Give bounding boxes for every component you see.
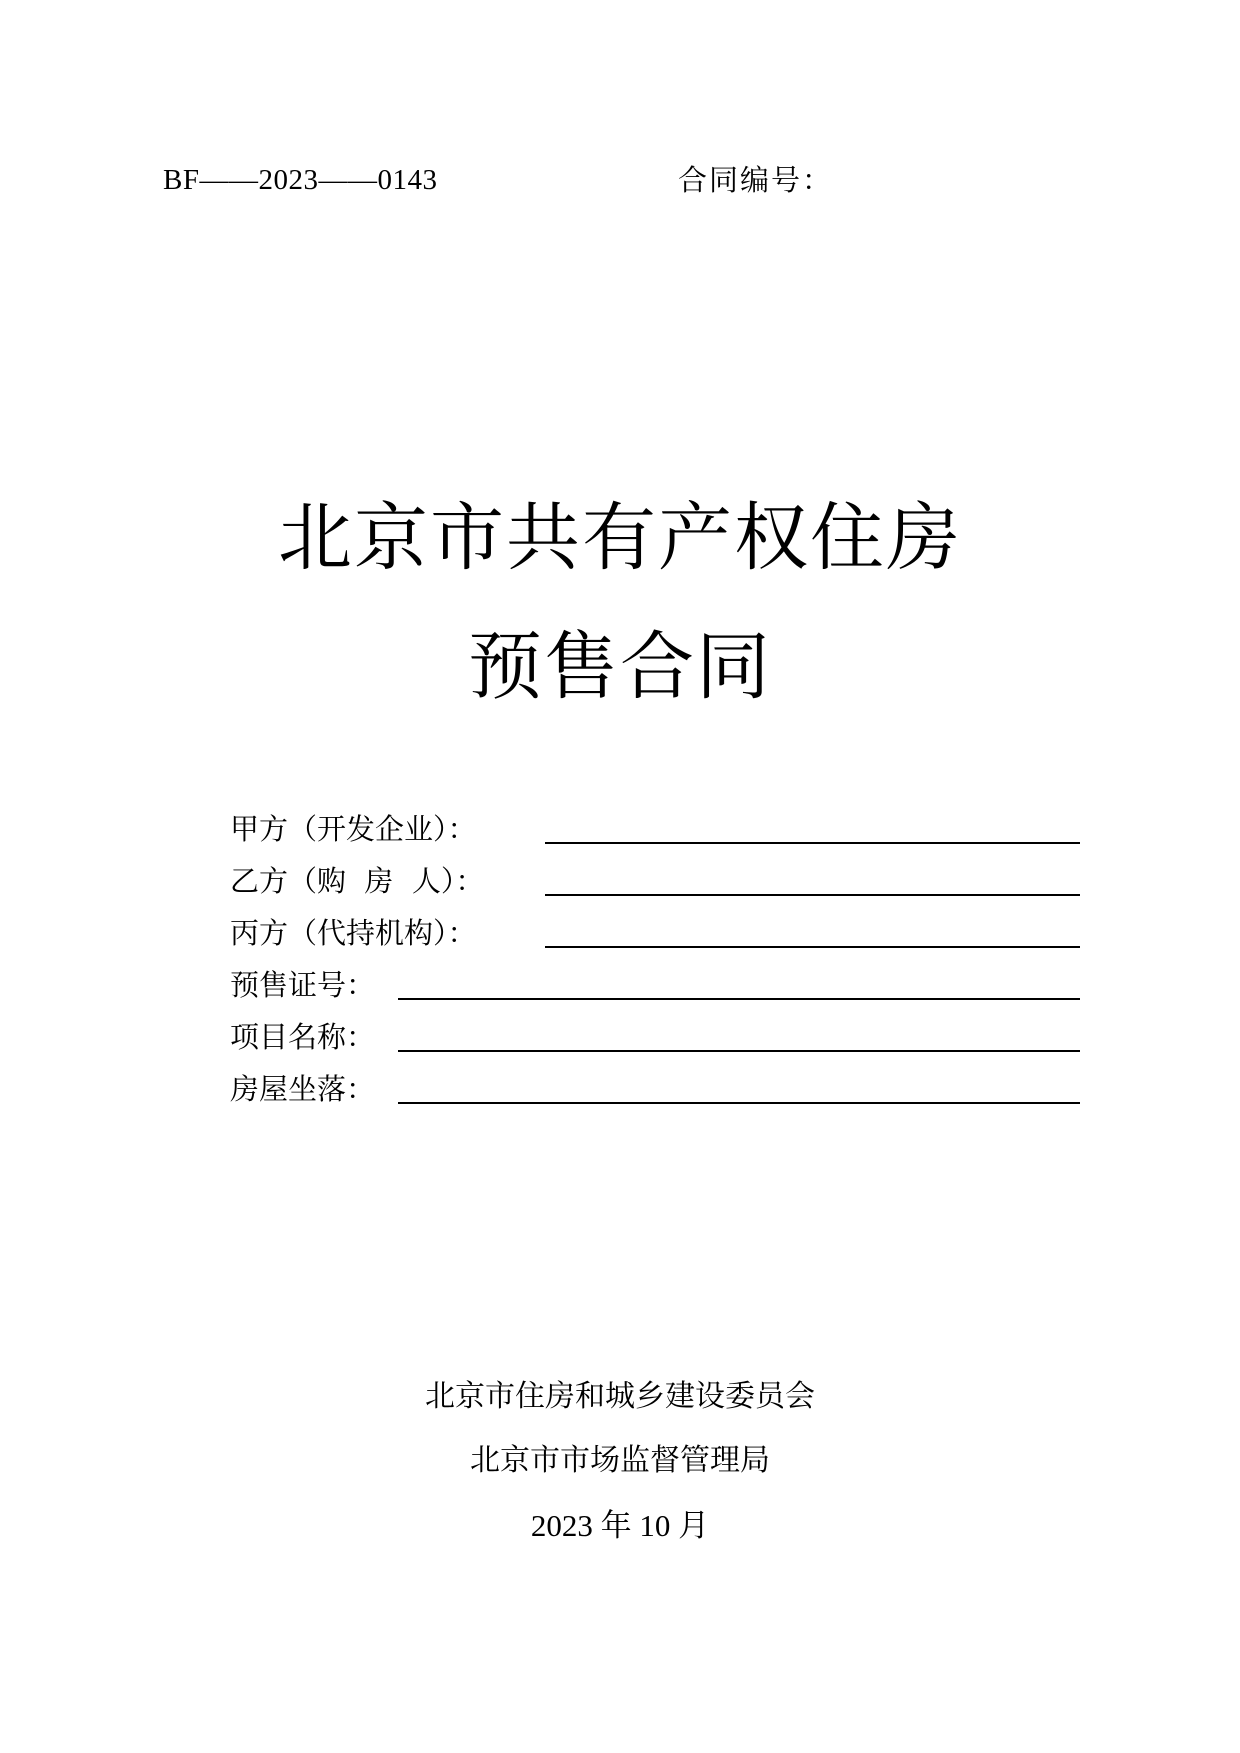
document-title-line-2: 预售合同	[468, 624, 772, 710]
header-row	[163, 160, 923, 200]
presale-permit-field	[230, 959, 1080, 1011]
party-c-blank-line[interactable]	[545, 946, 1080, 948]
property-location-label: 房屋坐落：	[230, 1072, 376, 1106]
property-location-blank-line[interactable]	[398, 1102, 1080, 1104]
party-b-field	[230, 855, 1080, 907]
presale-permit-label: 预售证号：	[230, 968, 376, 1002]
party-a-label: 甲方（开发企业）：	[230, 812, 477, 846]
party-b-blank-line[interactable]	[545, 894, 1080, 896]
project-name-label: 项目名称：	[230, 1020, 376, 1054]
document-title-line-1: 北京市共有产权住房	[278, 495, 962, 581]
party-a-field	[230, 803, 1080, 855]
party-c-field	[230, 907, 1080, 959]
issue-date: 2023 年 10 月	[530, 1508, 710, 1543]
project-name-field	[230, 1011, 1080, 1063]
property-location-field	[230, 1063, 1080, 1115]
contract-number-label: 合同编号：	[678, 163, 834, 197]
party-c-label: 丙方（代持机构）：	[230, 916, 477, 950]
issuer-market-regulation: 北京市市场监督管理局	[470, 1443, 770, 1478]
party-a-blank-line[interactable]	[545, 842, 1080, 844]
issuer-housing-commission: 北京市住房和城乡建设委员会	[425, 1379, 815, 1414]
party-b-label: 乙方（购 房 人）：	[230, 864, 485, 898]
document-code: BF——2023——0143	[163, 164, 438, 196]
presale-permit-blank-line[interactable]	[398, 998, 1080, 1000]
contract-fields	[230, 803, 1080, 1115]
project-name-blank-line[interactable]	[398, 1050, 1080, 1052]
